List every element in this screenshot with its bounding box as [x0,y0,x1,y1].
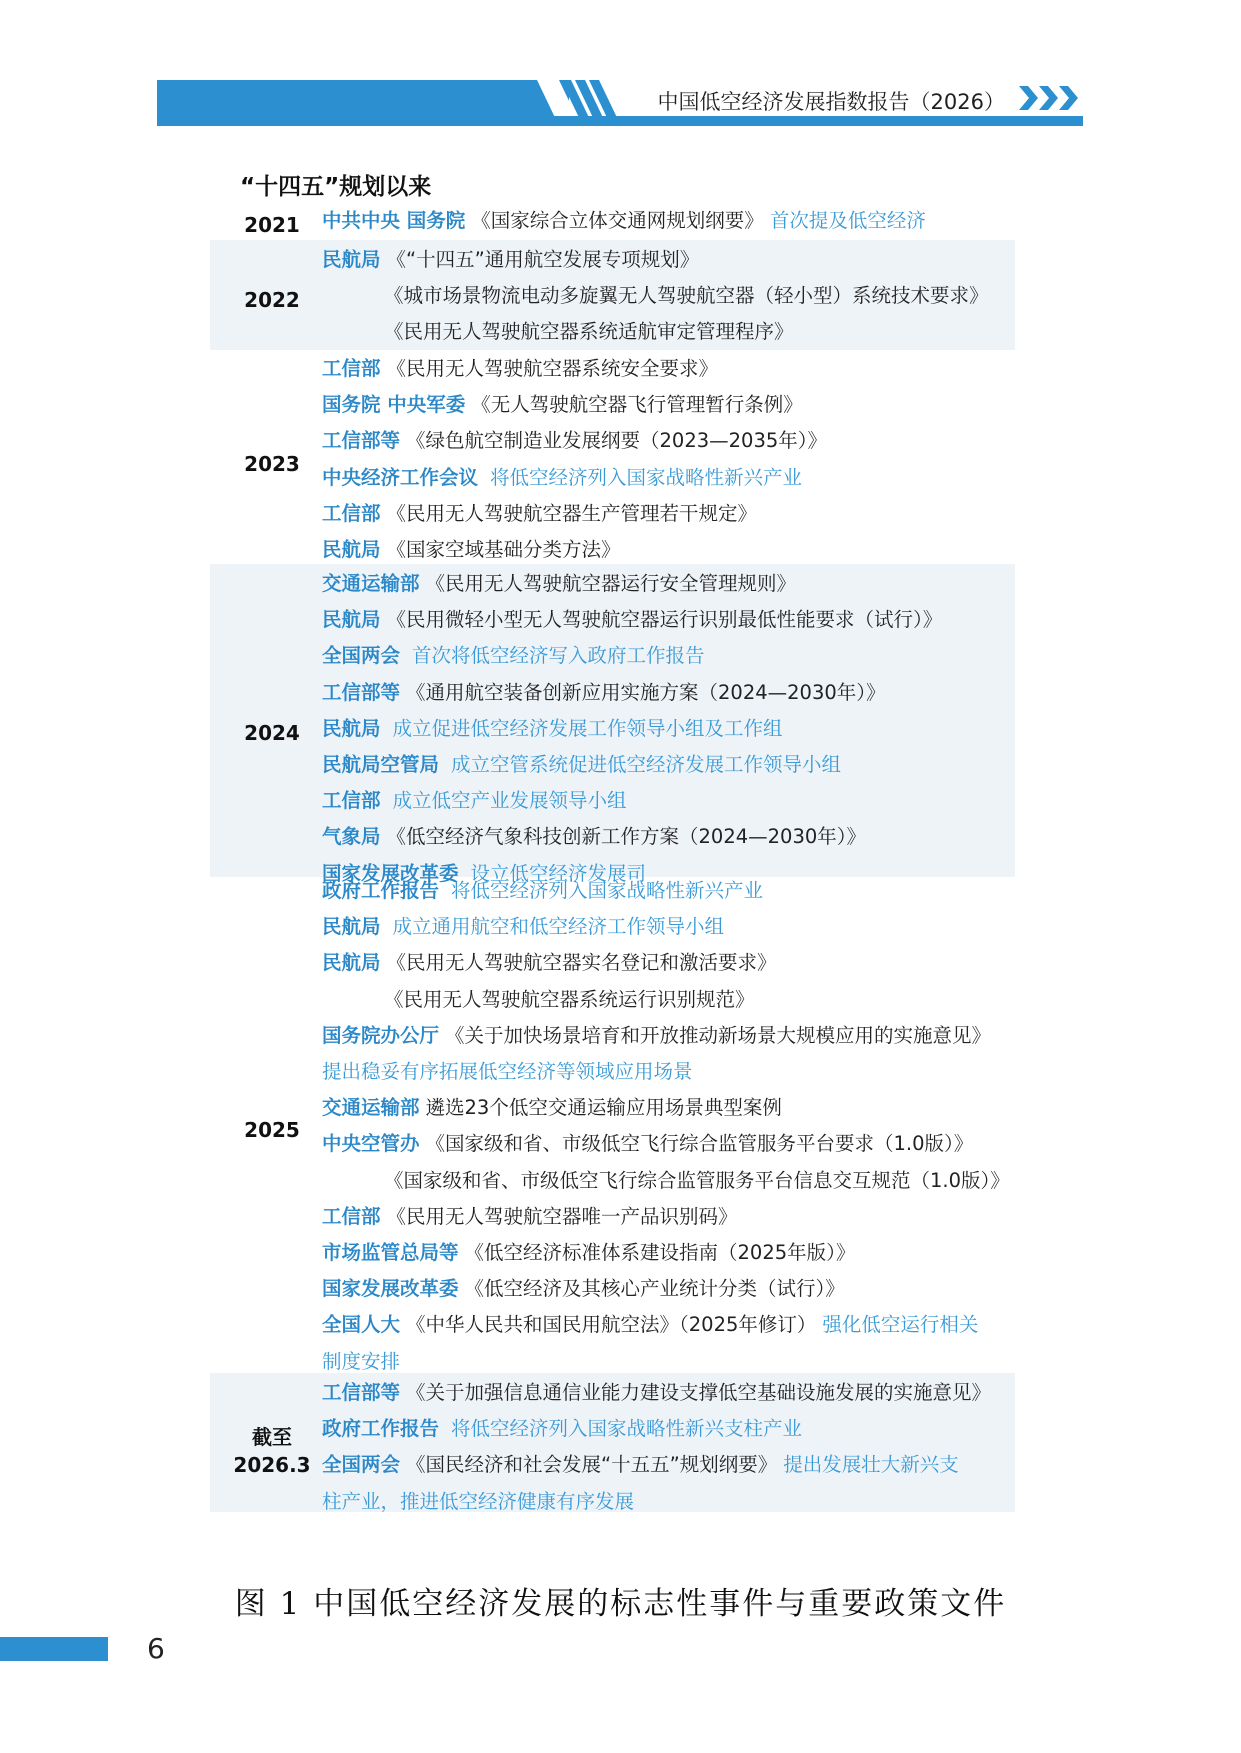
timeline-entry [322,207,926,235]
issuing-body: 工信部 [322,1204,381,1228]
timeline-entry [384,1167,1010,1195]
timeline-entry [322,823,866,851]
event-note: 将低空经济列入国家战略性新兴产业 [490,465,803,489]
timeline-entry [322,1130,973,1158]
event-note: 设立低空经济发展司 [470,861,647,885]
timeline-entry [322,949,777,977]
timeline-entry [322,606,942,634]
issuing-body: 全国两会 [322,1453,401,1477]
header-baseline [157,116,1083,126]
issuing-body: 中共中央 国务院 [322,209,466,232]
timeline-entry [322,1488,634,1516]
issuing-body: 工信部 [322,789,381,813]
issuing-body: 全国两会 [322,644,401,668]
timeline-entry [322,355,718,383]
issuing-body: 民航局 [322,716,381,740]
timeline-entry [322,715,783,743]
policy-document: 《国家空域基础分类方法》 [386,538,621,561]
issuing-body: 工信部等 [322,429,401,453]
policy-document: 《绿色航空制造业发展纲要（2023—2035年）》 [406,429,828,453]
page-number: 6 [147,1632,165,1665]
issuing-body: 民航局 [322,915,381,939]
timeline-entry [322,391,803,419]
event-note: 成立低空产业发展领导小组 [392,789,627,813]
policy-document: 《民用无人驾驶航空器系统运行识别规范》 [384,987,755,1011]
event-note: 成立促进低空经济发展工作领导小组及工作组 [392,716,783,740]
policy-document: 《民用无人驾驶航空器系统安全要求》 [386,357,719,380]
report-title: 中国低空经济发展指数报告（2026） [657,90,1005,114]
timeline-entry [322,642,705,670]
timeline-entry [322,500,757,528]
timeline-year: 2023 [244,451,300,476]
timeline-year: 2021 [244,213,300,238]
event-note: 制度安排 [322,1349,401,1373]
timeline-year: 2024 [244,720,300,745]
issuing-body: 中央空管办 [322,1132,420,1156]
policy-document: 《城市场景物流电动多旋翼无人驾驶航空器（轻小型）系统技术要求》 [384,284,989,308]
policy-document: 《中华人民共和国民用航空法》（2025年修订） [406,1313,817,1337]
timeline-entry [322,751,841,779]
timeline-entry [322,427,827,455]
timeline-entry [384,986,755,1014]
timeline-entry [322,464,802,492]
policy-document: 遴选23个低空交通运输应用场景典型案例 [425,1096,782,1120]
policy-document: 《低空经济标准体系建设指南（2025年版）》 [464,1241,856,1264]
policy-document: 《民用无人驾驶航空器系统适航审定管理程序》 [384,320,794,344]
issuing-body: 民航局 [322,538,381,561]
timeline-entry [384,318,794,346]
timeline-year: 2025 [244,1118,300,1143]
timeline-entry [322,1379,991,1407]
page-header [157,80,1083,126]
section-title: “十四五”规划以来 [240,174,432,200]
issuing-body: 工信部等 [322,1381,401,1404]
timeline-entry [322,1022,991,1050]
policy-document: 《关于加强信息通信业能力建设支撑低空基础设施发展的实施意见》 [406,1381,992,1404]
timeline-year: 2022 [244,288,300,313]
issuing-body: 民航局 [322,608,381,632]
event-note: 将低空经济列入国家战略性新兴支柱产业 [451,1417,803,1441]
policy-document: 《低空经济及其核心产业统计分类（试行）》 [464,1277,845,1301]
issuing-body: 全国人大 [322,1313,401,1337]
figure-caption: 图 1 中国低空经济发展的标志性事件与重要政策文件 [234,1586,1007,1622]
issuing-body: 国务院办公厅 [322,1023,440,1047]
issuing-body: 民航局 [322,248,381,271]
policy-document: 《关于加快场景培育和开放推动新场景大规模应用的实施意见》 [445,1023,992,1047]
event-note: 成立空管系统促进低空经济发展工作领导小组 [451,753,842,776]
policy-document: 《低空经济气象科技创新工作方案（2024—2030年）》 [386,825,867,849]
chevron-right-icon [1019,86,1083,110]
issuing-body: 政府工作报告 [322,1417,440,1441]
issuing-body: 国家发展改革委 [322,1277,459,1301]
timeline-entry [384,282,989,310]
policy-document: 《民用无人驾驶航空器生产管理若干规定》 [386,501,758,525]
event-note: 提出稳妥有序拓展低空经济等领域应用场景 [322,1060,693,1083]
policy-document: 《民用无人驾驶航空器唯一产品识别码》 [386,1204,738,1228]
event-note: 将低空经济列入国家战略性新兴产业 [451,879,764,902]
page-number-bar [0,1637,108,1661]
issuing-body: 国家发展改革委 [322,861,459,885]
issuing-body: 交通运输部 [322,1096,420,1120]
event-note: 提出发展壮大新兴支 [783,1453,959,1477]
policy-document: 《民用无人驾驶航空器运行安全管理规则》 [425,572,797,595]
issuing-body: 民航局 [322,951,381,975]
issuing-body: 市场监管总局等 [322,1241,459,1264]
policy-document: 《国家级和省、市级低空飞行综合监管服务平台信息交互规范（1.0版）》 [384,1168,1010,1192]
event-note: 柱产业，推进低空经济健康有序发展 [322,1489,635,1513]
policy-document: 《民用微轻小型无人驾驶航空器运行识别最低性能要求（试行）》 [386,608,943,632]
timeline-entry [322,570,796,598]
policy-document: 《通用航空装备创新应用实施方案（2024—2030年）》 [406,680,886,704]
timeline-entry [322,1058,693,1086]
policy-document: 《无人驾驶航空器飞行管理暂行条例》 [471,393,803,417]
timeline-entry [322,1311,978,1339]
timeline-entry [322,1275,845,1303]
issuing-body: 政府工作报告 [322,879,440,902]
timeline-entry [322,787,627,815]
timeline-entry [322,1415,802,1443]
issuing-body: 国务院 中央军委 [322,393,466,417]
issuing-body: 工信部等 [322,680,401,704]
issuing-body: 工信部 [322,357,381,380]
event-note: 首次提及低空经济 [769,209,926,232]
timeline-entry [322,1451,959,1479]
timeline-entry [322,1348,400,1376]
policy-document: 《国家级和省、市级低空飞行综合监管服务平台要求（1.0版）》 [425,1132,974,1156]
issuing-body: 交通运输部 [322,572,420,595]
policy-document: 《国家综合立体交通网规划纲要》 [471,209,764,232]
issuing-body: 气象局 [322,825,381,849]
timeline-entry [322,1094,782,1122]
timeline-entry [322,1239,855,1267]
policy-document: 《国民经济和社会发展“十五五”规划纲要》 [406,1453,778,1477]
event-note: 强化低空运行相关 [822,1313,979,1337]
issuing-body: 工信部 [322,501,381,525]
issuing-body: 中央经济工作会议 [322,465,479,489]
policy-document: 《“十四五”通用航空发展专项规划》 [386,248,700,271]
issuing-body: 民航局空管局 [322,753,440,776]
timeline-year: 截至 2026.3 [233,1425,311,1478]
event-note: 成立通用航空和低空经济工作领导小组 [392,915,725,939]
event-note: 首次将低空经济写入政府工作报告 [412,644,705,668]
timeline-entry [322,913,724,941]
timeline-entry [322,877,763,905]
timeline-entry [322,1203,738,1231]
timeline-entry [322,679,886,707]
timeline-entry [322,536,621,564]
policy-document: 《民用无人驾驶航空器实名登记和激活要求》 [386,951,777,975]
timeline-entry [322,246,699,274]
